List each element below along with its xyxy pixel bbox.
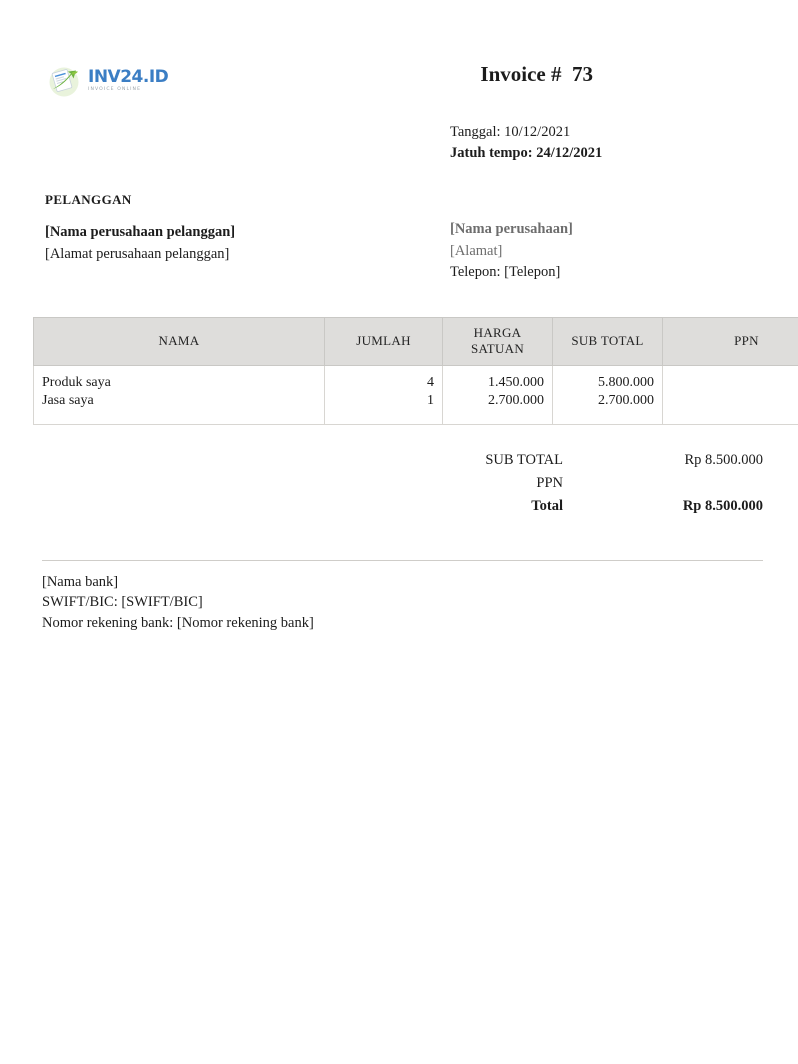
total-label: Total (531, 497, 563, 514)
due-date: Jatuh tempo: 24/12/2021 (450, 145, 603, 162)
bank-swift: SWIFT/BIC: [SWIFT/BIC] (42, 594, 203, 611)
column-header-nama: NAMA (34, 318, 325, 366)
bank-account-number: Nomor rekening bank: [Nomor rekening bank] (42, 615, 314, 632)
totals-row-subtotal (333, 449, 763, 472)
seller-address: [Alamat] (450, 243, 503, 260)
items-header-row (34, 318, 798, 366)
subtotal-label: SUB TOTAL (485, 451, 563, 468)
item-sub-total: 2.700.000 (598, 393, 654, 409)
ppn-label: PPN (536, 474, 563, 491)
items-table-head (34, 318, 798, 366)
item-sub-total: 5.800.000 (598, 374, 654, 390)
customer-company: [Nama perusahaan pelanggan] (45, 224, 236, 241)
parties-section (0, 192, 798, 283)
total-value: Rp 8.500.000 (682, 497, 763, 514)
cell-harga-group (443, 365, 553, 424)
column-header-harga-line1: HARGA (473, 325, 522, 341)
bank-details (0, 561, 798, 634)
items-table-body (34, 365, 798, 424)
item-unit-price: 1.450.000 (488, 374, 544, 390)
items-table (33, 317, 798, 425)
column-header-ppn: PPN (663, 318, 798, 366)
table-row (34, 365, 798, 424)
column-header-harga-line2: SATUAN (470, 341, 525, 357)
issue-date: Tanggal: 10/12/2021 (450, 124, 571, 140)
invoice-header (0, 0, 798, 100)
column-header-sub-total: SUB TOTAL (553, 318, 663, 366)
bank-name: [Nama bank] (42, 573, 119, 590)
brand-tagline: INVOICE ONLINE (88, 87, 142, 93)
seller-heading-spacer (450, 192, 763, 221)
brand-name: INV24.ID (88, 67, 169, 88)
seller-company: [Nama perusahaan] (450, 221, 573, 238)
cell-ppn-group (663, 365, 798, 424)
totals-row-total (333, 495, 763, 518)
seller-phone: Telepon: [Telepon] (450, 264, 561, 281)
column-header-harga-satuan (443, 318, 553, 366)
customer-heading: PELANGGAN (45, 192, 132, 208)
cell-subtotal-group (553, 365, 663, 424)
customer-block (45, 192, 450, 283)
cell-nama-group (34, 365, 325, 424)
brand-text (88, 69, 168, 93)
subtotal-value: Rp 8.500.000 (684, 451, 763, 468)
item-name: Produk saya (42, 374, 111, 390)
invoice-leaf-logo-icon (45, 62, 83, 100)
brand-logo[interactable] (45, 62, 168, 100)
item-name: Jasa saya (42, 393, 94, 409)
customer-address: [Alamat perusahaan pelanggan] (45, 246, 230, 263)
column-header-jumlah: JUMLAH (325, 318, 443, 366)
seller-block (450, 192, 763, 283)
invoice-dates (0, 122, 763, 164)
item-quantity: 4 (427, 374, 434, 390)
cell-jumlah-group (325, 365, 443, 424)
items-table-wrapper (33, 317, 763, 425)
item-unit-price: 2.700.000 (488, 393, 544, 409)
invoice-title: Invoice # 73 (480, 62, 593, 86)
totals-row-ppn (333, 472, 763, 495)
ppn-value (563, 472, 763, 495)
totals-section (0, 449, 763, 518)
item-quantity: 1 (427, 393, 434, 409)
totals-table (333, 449, 763, 518)
